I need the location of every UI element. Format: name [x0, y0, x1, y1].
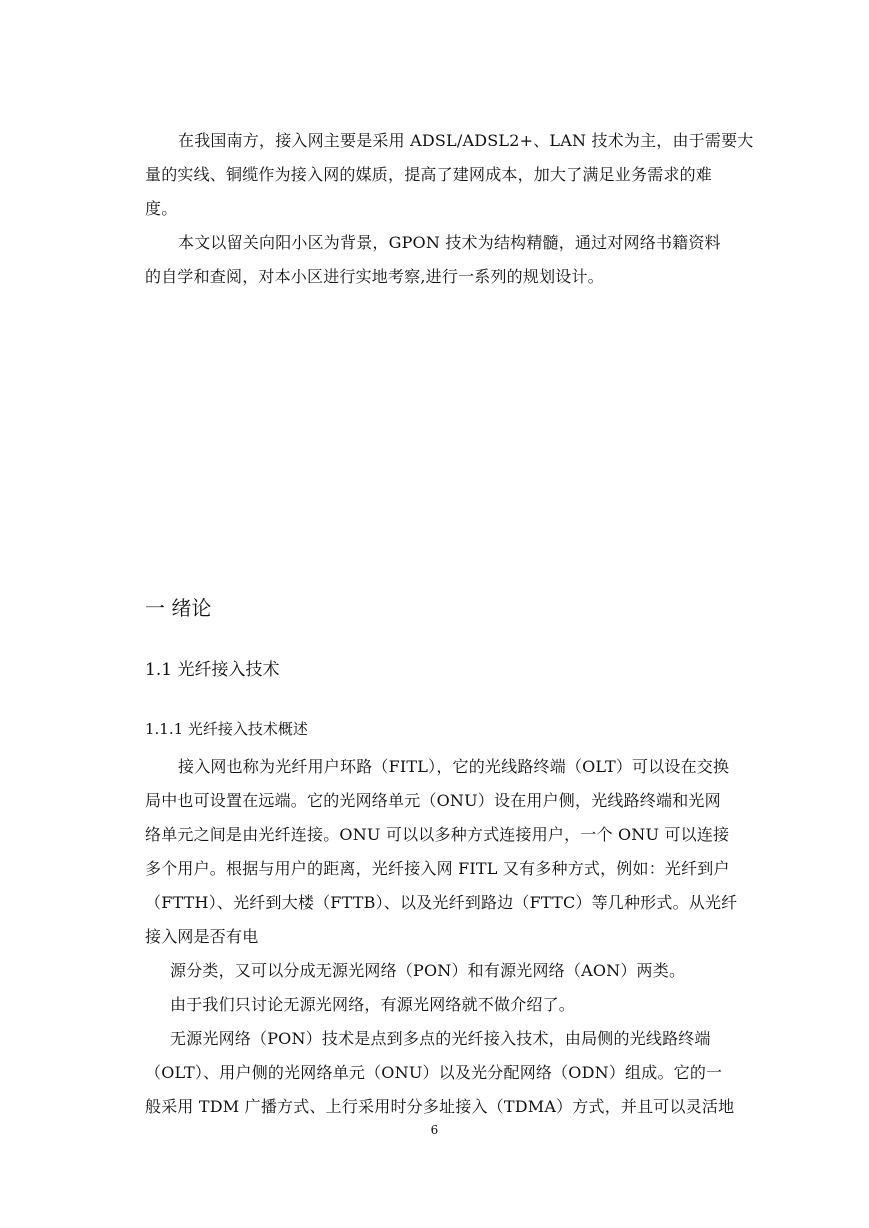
body-paragraph-1-line-6: 接入网是否有电: [145, 927, 259, 946]
intro-paragraph-1-line-2: 量的实线、铜缆作为接入网的媒质，提高了建网成本，加大了满足业务需求的难: [145, 165, 713, 184]
intro-paragraph-1-line-1: 在我国南方，接入网主要是采用 ADSL/ADSL2+、LAN 技术为主，由于需要大: [178, 131, 754, 150]
body-paragraph-4-line-1: 无源光网络（PON）技术是点到多点的光纤接入技术，由局侧的光线路终端: [170, 1029, 711, 1048]
page-number: 6: [430, 1123, 439, 1137]
body-paragraph-2: 源分类，又可以分成无源光网络（PON）和有源光网络（AON）两类。: [170, 961, 686, 980]
body-paragraph-4-line-3: 般采用 TDM 广播方式、上行采用时分多址接入（TDMA）方式，并且可以灵活地: [145, 1097, 735, 1116]
subsection-heading: 1.1.1 光纤接入技术概述: [145, 720, 308, 738]
intro-paragraph-2-line-1: 本文以留关向阳小区为背景，GPON 技术为结构精髓，通过对网络书籍资料: [178, 233, 721, 252]
body-paragraph-4-line-2: （OLT）、用户侧的光网络单元（ONU）以及光分配网络（ODN）组成。它的一: [145, 1063, 723, 1082]
body-paragraph-1-line-3: 络单元之间是由光纤连接。ONU 可以以多种方式连接用户，一个 ONU 可以连接: [145, 825, 730, 844]
section-heading: 1.1 光纤接入技术: [145, 660, 280, 680]
body-paragraph-3: 由于我们只讨论无源光网络，有源光网络就不做介绍了。: [170, 995, 576, 1014]
chapter-heading: 一 绪论: [145, 596, 212, 620]
intro-paragraph-2-line-2: 的自学和查阅，对本小区进行实地考察,进行一系列的规划设计。: [145, 267, 604, 286]
body-paragraph-1-line-2: 局中也可设置在远端。它的光网络单元（ONU）设在用户侧，光线路终端和光网: [145, 791, 721, 810]
intro-paragraph-1-line-3: 度。: [145, 199, 178, 218]
body-paragraph-1-line-1: 接入网也称为光纤用户环路（FITL），它的光线路终端（OLT）可以设在交换: [178, 757, 730, 776]
body-paragraph-1-line-5: （FTTH）、光纤到大楼（FTTB）、以及光纤到路边（FTTC）等几种形式。从光纤: [145, 893, 738, 912]
body-paragraph-1-line-4: 多个用户。根据与用户的距离，光纤接入网 FITL 又有多种方式，例如：光纤到户: [145, 859, 730, 878]
